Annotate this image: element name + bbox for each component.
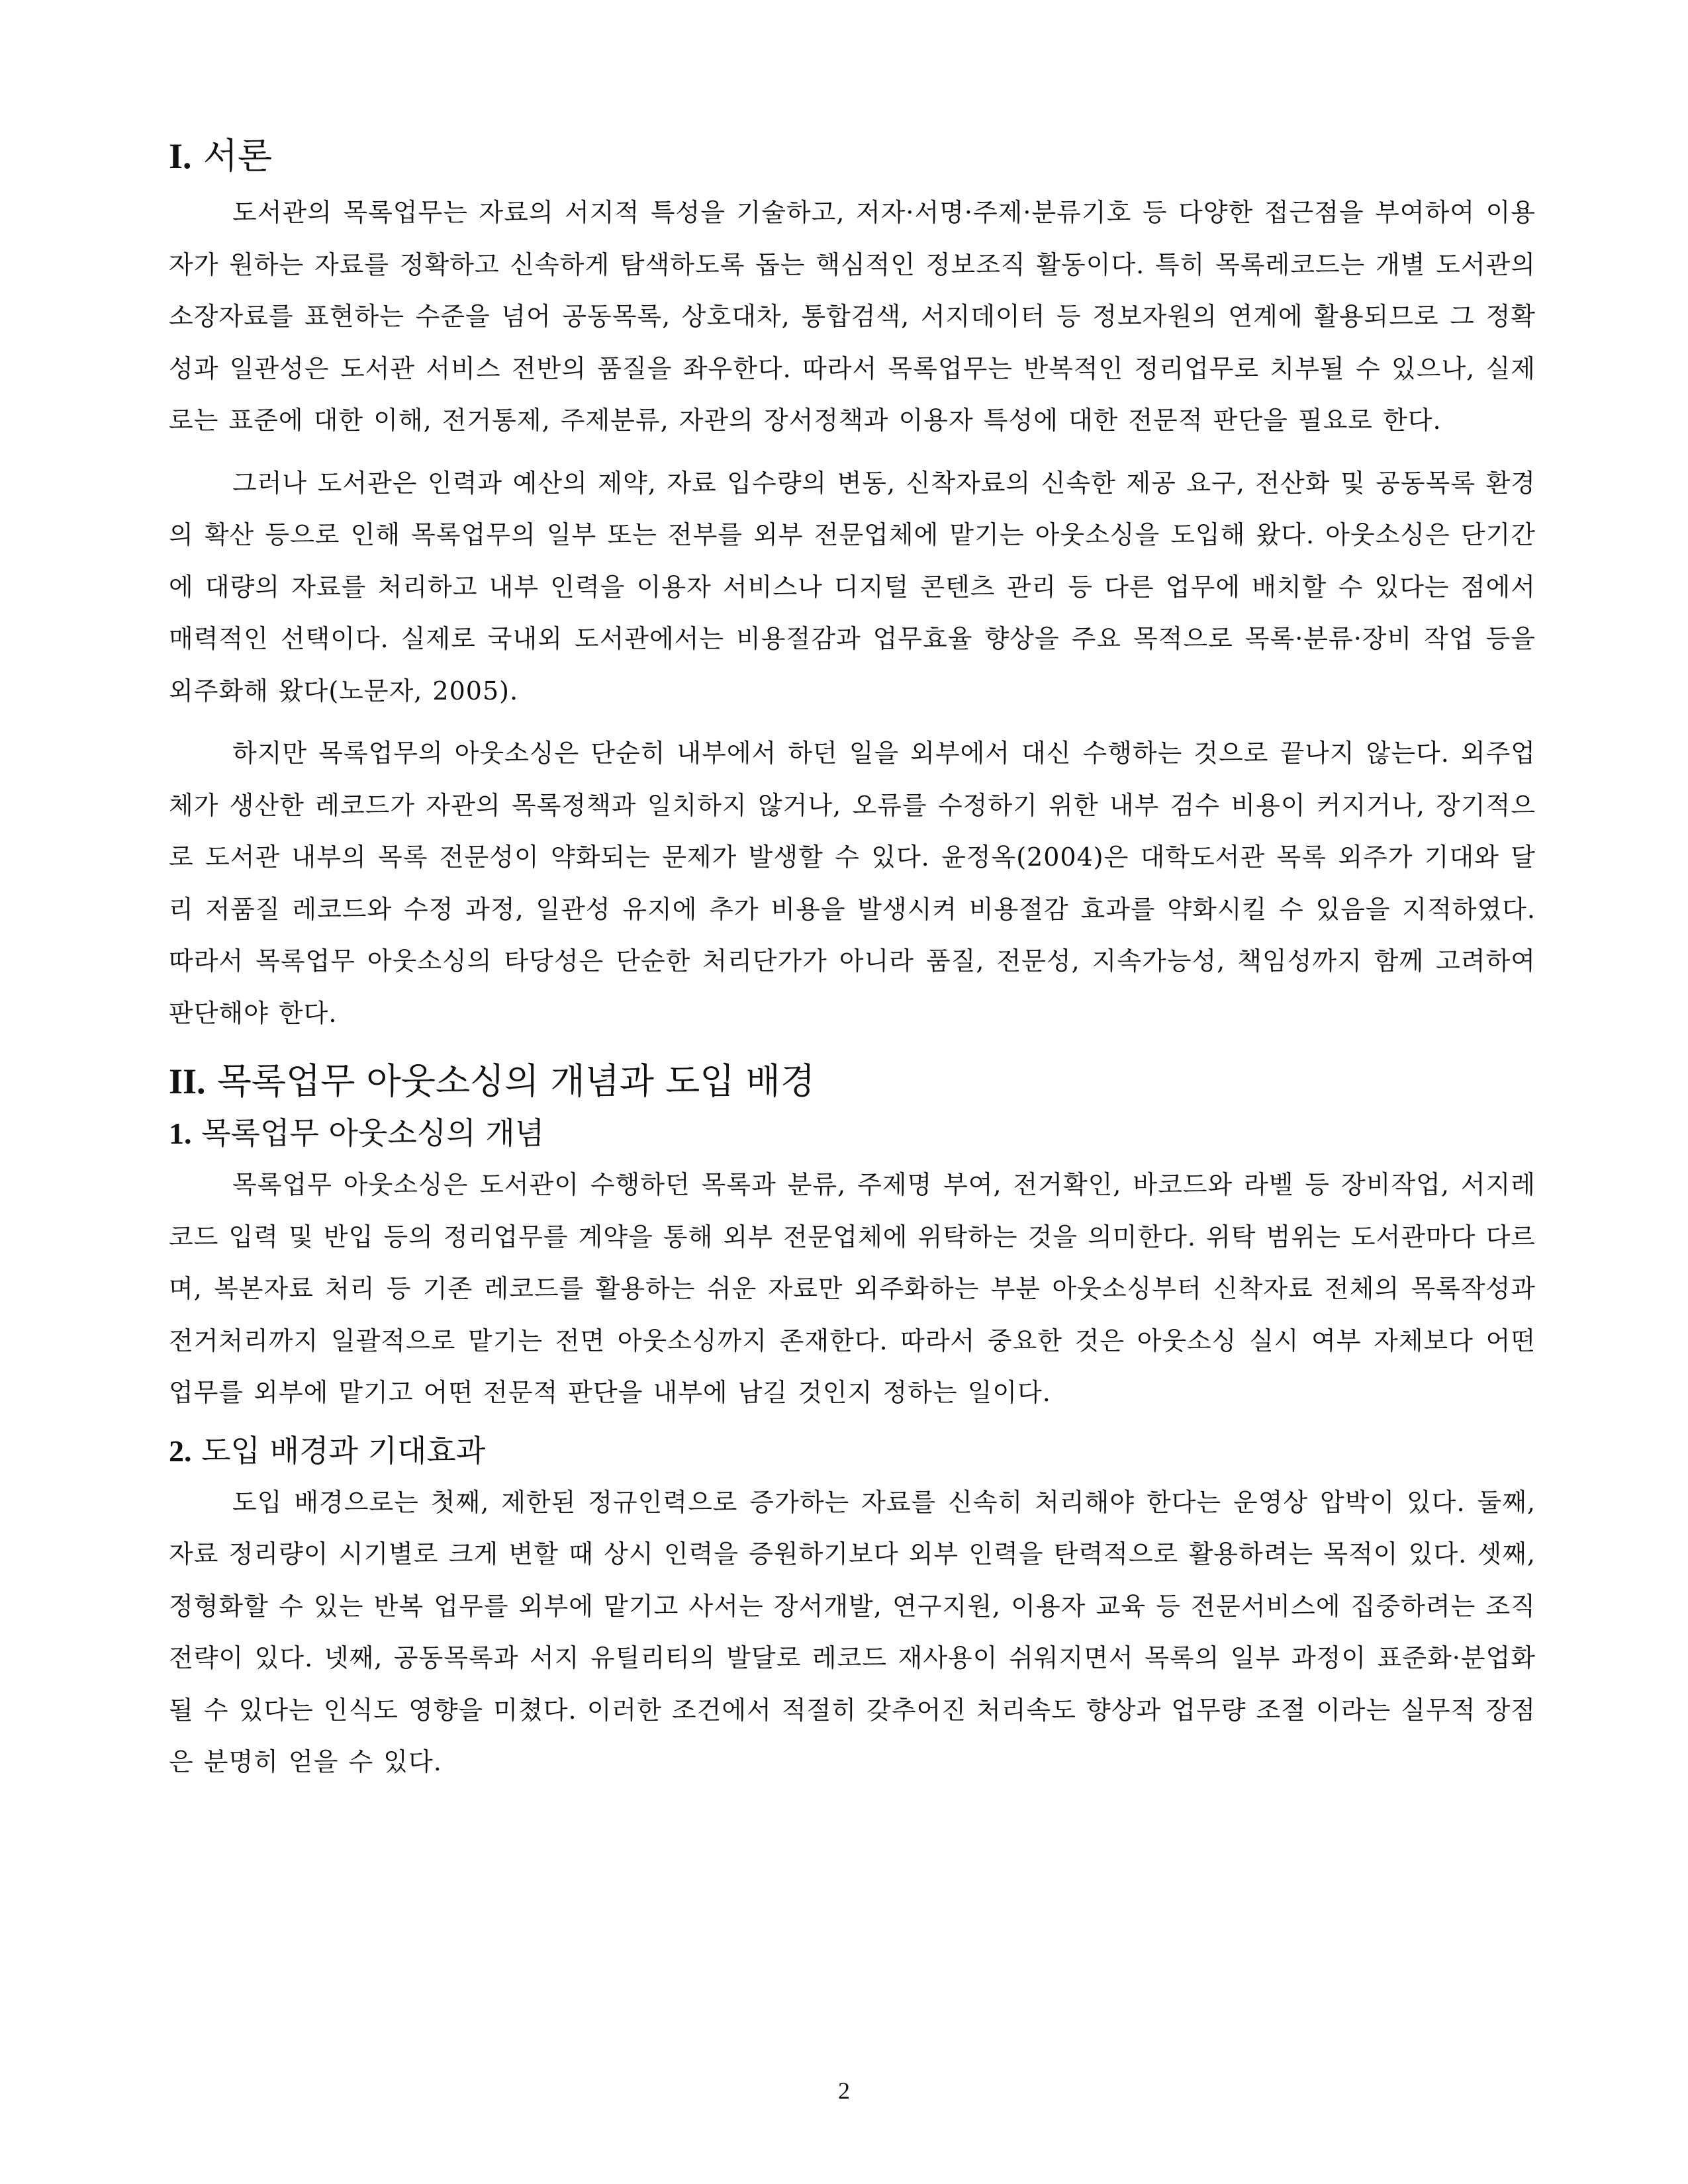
heading-text: 도입 배경과 기대효과 — [201, 1432, 486, 1469]
section-concept-background — [169, 1058, 1536, 1105]
section-heading-chapter-2 — [169, 1058, 1536, 1105]
subsection-background-effects — [169, 1430, 1536, 1788]
section-intro — [169, 132, 1536, 1039]
page-number: 2 — [838, 2077, 850, 2104]
section-heading-intro — [169, 132, 1536, 180]
subsection-heading-1 — [169, 1112, 1536, 1155]
heading-number: II. — [169, 1062, 206, 1101]
paragraph: 도서관의 목록업무는 자료의 서지적 특성을 기술하고, 저자·서명·주제·분류기호 등 다양한 접근점을 부여하여 이용자가 원하는 자료를 정확하고 신속하게 탐색하도록 돕는 핵심적인 정보조직 활동이다. 특히 목록레코드는 개별 도서관의 소장자료를 표현하는 수준을 넘어 공동목록, 상호대차, 통합검색, 서지데이터 등 정보자원의 연계에 활용되므로 그 정확성과 일관성은 도서관 서비스 전반의 품질을 좌우한다. 따라서 목록업무는 반복적인 정리업무로 치부될 수 있으나, 실제로는 표준에 대한 이해, 전거통제, 주제분류, 자관의 장서정책과 이용자 특성에 대한 전문적 판단을 필요로 한다. — [169, 198, 1536, 435]
subsection-concept — [169, 1112, 1536, 1419]
document-page — [169, 132, 1536, 1799]
heading-number: I. — [169, 136, 192, 176]
heading-text: 목록업무 아웃소싱의 개념 — [201, 1115, 545, 1151]
paragraph: 목록업무 아웃소싱은 도서관이 수행하던 목록과 분류, 주제명 부여, 전거확인, 바코드와 라벨 등 장비작업, 서지레코드 입력 및 반입 등의 정리업무를 계약을 통해 외부 전문업체에 위탁하는 것을 의미한다. 위탁 범위는 도서관마다 다르며, 복본자료 처리 등 기존 레코드를 활용하는 쉬운 자료만 외주화하는 부분 아웃소싱부터 신착자료 전체의 목록작성과 전거처리까지 일괄적으로 맡기는 전면 아웃소싱까지 존재한다. 따라서 중요한 것은 아웃소싱 실시 여부 자체보다 어떤 업무를 외부에 맡기고 어떤 전문적 판단을 내부에 남길 것인지 정하는 일이다. — [169, 1170, 1536, 1407]
paragraph: 하지만 목록업무의 아웃소싱은 단순히 내부에서 하던 일을 외부에서 대신 수행하는 것으로 끝나지 않는다. 외주업체가 생산한 레코드가 자관의 목록정책과 일치하지 않거나, 오류를 수정하기 위한 내부 검수 비용이 커지거나, 장기적으로 도서관 내부의 목록 전문성이 약화되는 문제가 발생할 수 있다. 윤정옥(2004)은 대학도서관 목록 외주가 기대와 달리 저품질 레코드와 수정 과정, 일관성 유지에 추가 비용을 발생시켜 비용절감 효과를 약화시킬 수 있음을 지적하였다. 따라서 목록업무 아웃소싱의 타당성은 단순한 처리단가가 아니라 품질, 전문성, 지속가능성, 책임성까지 함께 고려하여 판단해야 한다. — [169, 739, 1536, 1028]
paragraph: 그러나 도서관은 인력과 예산의 제약, 자료 입수량의 변동, 신착자료의 신속한 제공 요구, 전산화 및 공동목록 환경의 확산 등으로 인해 목록업무의 일부 또는 전부를 외부 전문업체에 맡기는 아웃소싱을 도입해 왔다. 아웃소싱은 단기간에 대량의 자료를 처리하고 내부 인력을 이용자 서비스나 디지털 콘텐츠 관리 등 다른 업무에 배치할 수 있다는 점에서 매력적인 선택이다. 실제로 국내외 도서관에서는 비용절감과 업무효율 향상을 주요 목적으로 목록·분류·장비 작업 등을 외주화해 왔다(노문자, 2005). — [169, 468, 1536, 705]
paragraph: 도입 배경으로는 첫째, 제한된 정규인력으로 증가하는 자료를 신속히 처리해야 한다는 운영상 압박이 있다. 둘째, 자료 정리량이 시기별로 크게 변할 때 상시 인력을 증원하기보다 외부 인력을 탄력적으로 활용하려는 목적이 있다. 셋째, 정형화할 수 있는 반복 업무를 외부에 맡기고 사서는 장서개발, 연구지원, 이용자 교육 등 전문서비스에 집중하려는 조직전략이 있다. 넷째, 공동목록과 서지 유틸리티의 발달로 레코드 재사용이 쉬워지면서 목록의 일부 과정이 표준화·분업화될 수 있다는 인식도 영향을 미쳤다. 이러한 조건에서 적절히 갖추어진 처리속도 향상과 업무량 조절 이라는 실무적 장점은 분명히 얻을 수 있다. — [169, 1487, 1536, 1776]
heading-number: 1. — [169, 1116, 192, 1150]
heading-text: 서론 — [203, 135, 273, 177]
heading-number: 2. — [169, 1433, 192, 1468]
subsection-heading-2 — [169, 1430, 1536, 1473]
heading-text: 목록업무 아웃소싱의 개념과 도입 배경 — [216, 1060, 815, 1102]
